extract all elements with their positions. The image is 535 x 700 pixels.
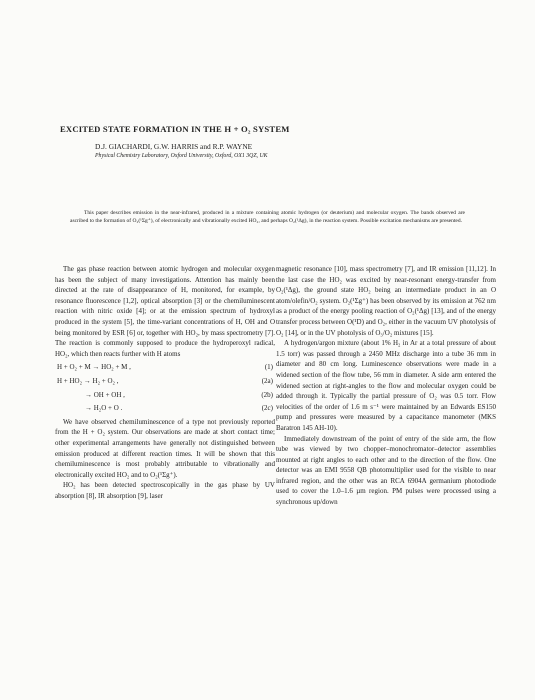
equation-2a-number: (2a) xyxy=(261,376,273,385)
left-column xyxy=(55,264,275,501)
paper-authors: D.J. GIACHARDI, G.W. HARRIS and R.P. WAYNE xyxy=(95,142,253,151)
right-column xyxy=(276,264,496,508)
reaction-equations xyxy=(55,362,275,413)
continued-paragraph: magnetic resonance [10], mass spectrometry [7], and IR emission [11,12]. In the last case the HO₂ was excited by near-resonant energy-transfer from O₂(¹Δg), the ground state HO₂ being an intermediate product in an O atom/olefin/O₂ system. O₂(¹Σg⁺) has been observed by its emission at 762 nm as a product of the energy pooling reaction of O₂(¹Δg) [13], and of the energy transfer process between O(¹D) and O₂, either in the vacuum UV photolysis of O₂ [14], or in the UV photolysis of O₃/O₂ mixtures [15]. xyxy=(276,265,496,337)
apparatus-paragraph: A hydrogen/argon mixture (about 1% H₂ in Ar at a total pressure of about 1.5 torr) was passed through a 2450 MHz discharge into a tube 36 mm in diameter and 80 cm long. Luminescence observations were made in a widened section of the flow tube, 56 mm in diameter. A side arm entered the widened section at right-angles to the flow and molecular oxygen could be added through it. Typically the partial pressure of O₂ was 0.5 torr. Flow velocities of the order of 1.6 m s⁻¹ were maintained by an Edwards ES150 pump and pressures were measured by a capacitance manometer (MKS Baratron 145 AH-10). xyxy=(276,339,496,432)
equation-2c xyxy=(57,403,275,414)
equation-1 xyxy=(57,362,275,373)
paper-abstract: This paper describes emission in the near-infrared, produced in a mixture containing atomic hydrogen (or deuterium) and molecular oxygen. The bands observed are ascribed to the formation of O₂(¹Σg⁺), of electronically and vibrationally excited HO₂, and perhaps O₂(¹Δg), in the reaction system. Possible excitation mechanisms are presented. xyxy=(70,210,465,224)
equation-2c-number: (2c) xyxy=(261,404,273,413)
equation-2a xyxy=(57,376,275,387)
paper-affiliation: Physical Chemistry Laboratory, Oxford University, Oxford, OX1 3QZ, UK xyxy=(95,153,268,159)
equation-2c-body: → H₂O + O . xyxy=(85,404,123,413)
equation-2b-body: → OH + OH , xyxy=(85,390,125,399)
observation-paragraph: We have observed chemiluminescence of a type not previously reported from the H + O₂ system. Our observations are made at short contact time; other experimental arrangements have generally not distinguished between emission produced at different reaction times. It will be shown that this chemiluminescence is most probably attributable to vibrationally and electronically excited HO₂ and to O₂(¹Σg⁺). xyxy=(55,417,275,479)
paper-title: EXCITED STATE FORMATION IN THE H + O₂ SYSTEM xyxy=(60,124,290,134)
equation-1-number: (1) xyxy=(264,363,273,372)
intro-paragraph: The gas phase reaction between atomic hydrogen and molecular oxygen has been the subject of many investigations. Attention has mainly been directed at the rate of disappearance of H, monitored, for example, by resonance fluorescence [1,2], optical absorption [3] or the chemiluminescent reaction with nitric oxide [4]; or at the emission spectrum of hydroxyl produced in the system [5], the time-variant concentrations of H, OH and O being monitored by ESR [6] or, together with HO₂, by mass spectrometry [7]. The reaction is commonly supposed to produce the hydroperoxyl radical, HO₂, which then reacts further with H atoms xyxy=(55,265,275,358)
equation-2a-body: H + HO₂ → H₂ + O₂ , xyxy=(57,376,119,385)
equation-1-body: H + O₂ + M → HO₂ + M , xyxy=(57,363,131,372)
equation-2b-number: (2b) xyxy=(261,390,273,399)
equation-2b xyxy=(57,390,275,401)
ho2-detection-paragraph: HO₂ has been detected spectroscopically in the gas phase by UV absorption [8], IR absorption [9], laser xyxy=(55,481,275,500)
detection-paragraph: Immediately downstream of the point of entry of the side arm, the flow tube was viewed by two chopper–monochromator–detector assemblies mounted at right angles to each other and to the direction of the flow. One detector was an EMI 9558 QB photomultiplier used for the visible to near infrared region, and the other was an RCA 6904A germanium photodiode used to cover the 1.0–1.6 µm region. PM pulses were processed using a synchronous up/down xyxy=(276,434,496,507)
